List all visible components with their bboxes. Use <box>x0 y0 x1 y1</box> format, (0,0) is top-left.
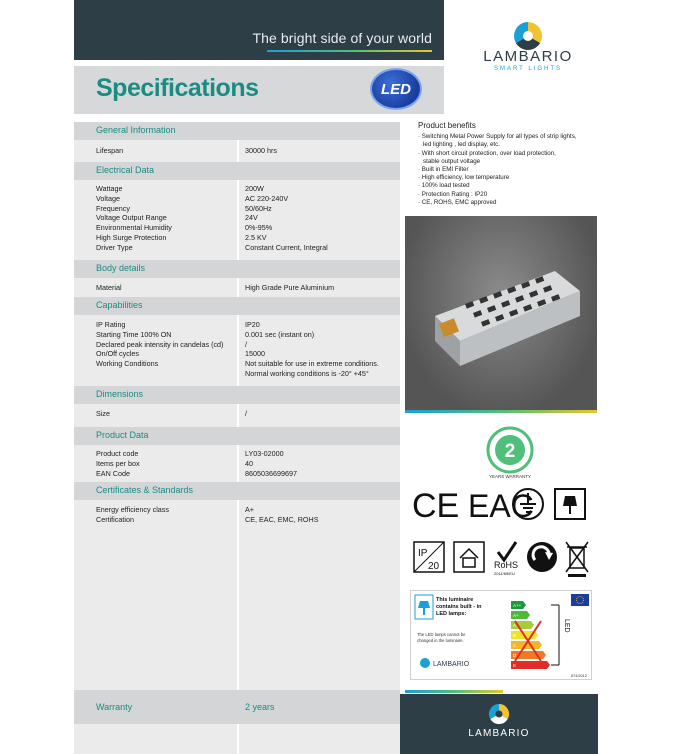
section-header-capabilities <box>74 297 400 315</box>
benefit-item: · 100% load tested <box>418 182 470 190</box>
tagline-underline <box>267 50 432 52</box>
spec-value: Constant Current, Integral <box>245 242 328 252</box>
benefit-item: · High efficiency, low temperature <box>418 174 510 182</box>
spec-label: Lifespan <box>96 146 124 155</box>
benefit-item: · Switching Metal Power Supply for all types of strip lights, <box>418 133 577 141</box>
table-row <box>74 515 400 525</box>
led-badge <box>370 68 422 110</box>
section-rows-product <box>74 449 400 478</box>
section-rows-certificates <box>74 505 400 525</box>
energy-class-scale <box>511 601 559 669</box>
energy-label-graphic <box>411 591 593 681</box>
table-row <box>74 505 400 515</box>
footer-accent-line <box>405 690 503 693</box>
spec-label: Material <box>96 283 122 292</box>
eac-mark-icon: EAC <box>468 488 534 522</box>
energy-label-led-text: LED <box>563 619 570 633</box>
spec-label <box>74 369 245 379</box>
spec-value: / <box>245 339 247 349</box>
spec-value: IP20 <box>245 320 260 329</box>
tagline: The bright side of your world <box>252 30 432 46</box>
table-row <box>74 204 400 214</box>
section-header-general <box>74 122 400 140</box>
svg-text:LED lamps:: LED lamps: <box>436 611 467 617</box>
section-rows-body <box>74 283 400 293</box>
spec-label: On/Off cycles <box>96 349 140 359</box>
power-supply-image <box>405 216 597 410</box>
spec-value: 15000 <box>245 349 265 359</box>
spec-label: IP Rating <box>96 320 126 329</box>
spec-value: 50/60Hz <box>245 203 272 213</box>
energy-class-label: D <box>513 653 517 658</box>
spec-label: Energy efficiency class <box>96 505 169 514</box>
header-band <box>74 0 444 60</box>
svg-text:LAMBARIO: LAMBARIO <box>433 661 470 668</box>
spec-label: Environmental Humidity <box>96 223 172 233</box>
spec-value: CE, EAC, EMC, ROHS <box>245 514 319 524</box>
benefit-item: · With short circuit protection, over load protection, <box>418 149 556 157</box>
section-rows-dimensions <box>74 409 400 419</box>
indoor-house-icon <box>454 542 484 572</box>
spec-value: AC 220-240V <box>245 193 289 203</box>
warranty-badge-number: 2 <box>504 441 516 462</box>
warranty-2-years-icon <box>482 424 538 480</box>
benefit-item: stable output voltage <box>423 157 481 165</box>
spec-label: Items per box <box>96 458 140 468</box>
section-header-electrical <box>74 162 400 180</box>
warranty-badge-text: YEARS WARRANTY <box>488 474 532 479</box>
product-benefits <box>418 122 608 207</box>
table-row <box>74 459 400 469</box>
spec-value: 40 <box>245 458 253 468</box>
table-row <box>74 233 400 243</box>
spec-value: 2.5 KV <box>245 232 267 242</box>
energy-class-label: A+ <box>513 613 519 618</box>
section-rows-electrical <box>74 184 400 253</box>
spec-label: Working Conditions <box>96 359 159 369</box>
svg-text:contains built - in: contains built - in <box>436 604 482 610</box>
benefit-item: · Built in EMI Filter <box>418 166 469 174</box>
section-title: General Information <box>96 125 176 135</box>
spec-label: Declared peak intensity in candelas (cd) <box>96 339 224 349</box>
certification-icons-row-1 <box>412 486 592 522</box>
spec-label: Voltage Output Range <box>96 213 167 223</box>
table-row <box>74 146 400 156</box>
spec-table <box>74 122 400 754</box>
section-title: Dimensions <box>96 389 144 399</box>
table-row <box>74 469 400 479</box>
section-rows-capabilities <box>74 320 400 379</box>
table-row <box>74 243 400 253</box>
weee-bin-icon <box>566 542 588 577</box>
spec-label: EAN Code <box>96 468 130 478</box>
spec-value: A+ <box>245 505 254 514</box>
section-header-body <box>74 260 400 278</box>
warranty-label: Warranty <box>96 702 133 712</box>
svg-text:2011/65/EU: 2011/65/EU <box>494 571 515 576</box>
energy-class-label: A++ <box>513 603 522 608</box>
spec-label: Product code <box>96 449 139 458</box>
energy-label-brand <box>420 658 470 668</box>
table-row <box>74 213 400 223</box>
section-header-product <box>74 427 400 445</box>
section-title: Body details <box>96 263 146 273</box>
benefits-title: Product benefits <box>418 121 476 130</box>
spec-label: High Surge Protection <box>96 232 167 242</box>
table-row <box>74 349 400 359</box>
section-title: Product Data <box>96 430 149 440</box>
svg-text:The LED lamps cannot be: The LED lamps cannot be <box>417 632 466 637</box>
spec-value: 30000 hrs <box>245 146 277 155</box>
spec-value: 0%-95% <box>245 223 273 233</box>
svg-text:IP: IP <box>418 548 428 559</box>
certification-icons-row-2 <box>412 536 592 578</box>
table-row <box>74 184 400 194</box>
led-badge-text: LED <box>381 81 411 98</box>
table-row <box>74 330 400 340</box>
table-row <box>74 449 400 459</box>
photo-underline <box>405 410 597 413</box>
spec-value: Not suitable for use in extreme conditions. <box>245 359 379 369</box>
energy-label <box>410 590 592 680</box>
section-title: Capabilities <box>96 300 143 310</box>
rohs-icon <box>494 542 518 576</box>
benefit-item: led lighting , led display, etc. <box>423 141 500 149</box>
spec-value: / <box>245 409 247 418</box>
product-photo <box>405 216 597 410</box>
energy-class-label: E <box>513 663 517 668</box>
table-row <box>74 194 400 204</box>
svg-text:changed in the luminaire.: changed in the luminaire. <box>417 638 464 643</box>
section-header-dimensions <box>74 386 400 404</box>
indoor-use-icon <box>555 489 585 519</box>
section-title: Electrical Data <box>96 165 155 175</box>
energy-class-label: B <box>513 633 517 638</box>
footer-logo-icon <box>400 694 598 728</box>
warranty-value: 2 years <box>245 702 275 712</box>
spec-label: Size <box>96 409 110 418</box>
table-row <box>74 369 400 379</box>
table-row <box>74 320 400 330</box>
energy-class-label: A <box>513 623 517 628</box>
svg-text:This luminaire: This luminaire <box>436 597 474 603</box>
spec-value: LY03-02000 <box>245 449 284 458</box>
section-title: Certificates & Standards <box>96 485 194 495</box>
spec-value: Normal working conditions is -20° +45° <box>245 368 369 378</box>
spec-label: Driver Type <box>96 242 133 252</box>
table-row <box>74 340 400 350</box>
spec-value: 24V <box>245 213 258 223</box>
spec-label: Wattage <box>96 184 123 193</box>
svg-text:20: 20 <box>428 561 440 572</box>
benefit-item: · CE, ROHS, EMC approved <box>418 198 497 206</box>
spec-label: Frequency <box>96 203 130 213</box>
brand-name: LAMBARIO <box>483 48 573 65</box>
brand-subtitle: SMART LIGHTS <box>493 66 563 72</box>
spec-label: Voltage <box>96 193 120 203</box>
footer-band <box>400 694 598 754</box>
eu-flag-icon <box>571 594 589 606</box>
spec-value: 8605036699697 <box>245 468 297 478</box>
recycle-icon <box>527 542 557 572</box>
regulation-number: 874/2012 <box>571 674 587 678</box>
svg-text:RoHS: RoHS <box>494 560 519 570</box>
page-title: Specifications <box>96 74 259 102</box>
spec-value: High Grade Pure Aluminium <box>245 283 335 292</box>
table-row <box>74 359 400 369</box>
warranty-row <box>74 690 400 724</box>
spec-value: 0.001 sec (instant on) <box>245 329 315 339</box>
ip20-icon <box>414 542 444 572</box>
table-row <box>74 409 400 419</box>
footer-brand-name: LAMBARIO <box>468 728 530 739</box>
energy-class-label: C <box>513 643 517 648</box>
spec-label: Starting Time 100% ON <box>96 329 172 339</box>
table-row <box>74 283 400 293</box>
table-row <box>74 223 400 233</box>
section-rows-general <box>74 146 400 156</box>
ce-mark-icon: CE <box>412 487 460 522</box>
spec-label: Certification <box>96 514 134 524</box>
benefit-item: · Protection Rating : IP20 <box>418 190 488 198</box>
spec-value: 200W <box>245 184 264 193</box>
section-header-certificates <box>74 482 400 500</box>
